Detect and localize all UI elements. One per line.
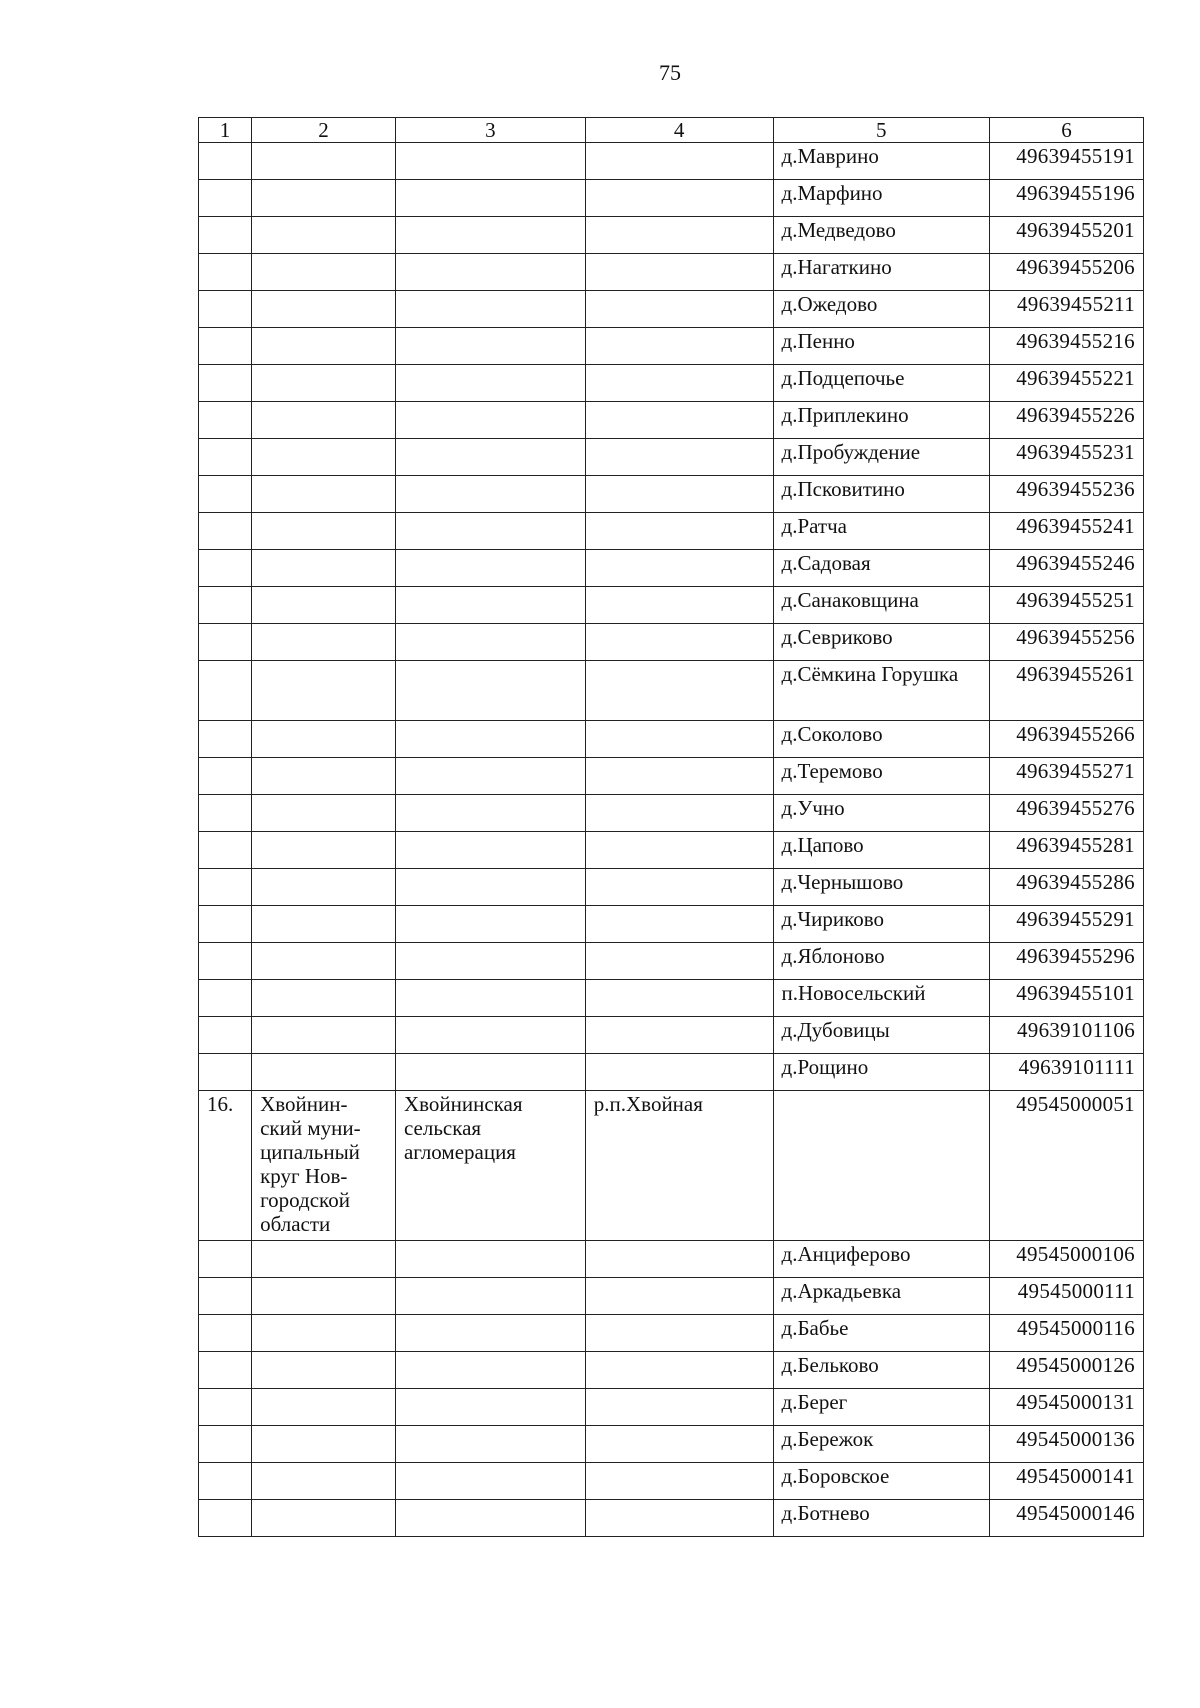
- table-row: [199, 624, 1144, 661]
- settlement-cell: д.Ратча: [773, 513, 989, 550]
- settlement-cell: д.Маврино: [773, 143, 989, 180]
- empty-cell: [252, 1426, 396, 1463]
- empty-cell: [585, 476, 773, 513]
- settlement-cell: д.Чернышово: [773, 869, 989, 906]
- settlement-cell: д.Подцепочье: [773, 365, 989, 402]
- empty-cell: [252, 795, 396, 832]
- empty-cell: [395, 795, 585, 832]
- settlement-cell: д.Бережок: [773, 1426, 989, 1463]
- empty-cell: [252, 624, 396, 661]
- empty-cell: [199, 1017, 252, 1054]
- settlements-table: [198, 117, 1144, 1537]
- empty-cell: [199, 513, 252, 550]
- oktmo-code-cell: 49639455196: [989, 180, 1143, 217]
- settlement-cell: д.Соколово: [773, 721, 989, 758]
- empty-cell: [395, 1463, 585, 1500]
- text-line: области: [260, 1212, 331, 1236]
- empty-cell: [395, 143, 585, 180]
- empty-cell: [395, 869, 585, 906]
- empty-cell: [585, 513, 773, 550]
- empty-cell: [199, 795, 252, 832]
- oktmo-code-cell: 49545000146: [989, 1500, 1143, 1537]
- empty-cell: [395, 254, 585, 291]
- empty-cell: [199, 624, 252, 661]
- empty-cell: [252, 943, 396, 980]
- settlement-cell: д.Бабье: [773, 1315, 989, 1352]
- empty-cell: [585, 943, 773, 980]
- empty-cell: [252, 328, 396, 365]
- table-body-part-a: [199, 143, 1144, 1091]
- empty-cell: [199, 550, 252, 587]
- agglomeration-name: [395, 1091, 585, 1241]
- empty-cell: [585, 1500, 773, 1537]
- empty-cell: [252, 476, 396, 513]
- empty-cell: [252, 402, 396, 439]
- table-row: [199, 143, 1144, 180]
- header-row: [199, 118, 1144, 143]
- municipality-name: [252, 1091, 396, 1241]
- table-row: [199, 1352, 1144, 1389]
- empty-cell: [199, 180, 252, 217]
- empty-cell: [585, 1017, 773, 1054]
- column-header: 2: [252, 118, 396, 143]
- empty-cell: [585, 661, 773, 721]
- table-row: [199, 365, 1144, 402]
- oktmo-code-cell: 49545000126: [989, 1352, 1143, 1389]
- oktmo-code-cell: 49639455201: [989, 217, 1143, 254]
- settlement-cell: д.Цапово: [773, 832, 989, 869]
- settlement-cell: д.Теремово: [773, 758, 989, 795]
- empty-cell: [585, 758, 773, 795]
- table-body-part-b: [199, 1241, 1144, 1537]
- column-header: 6: [989, 118, 1143, 143]
- empty-cell: [585, 1389, 773, 1426]
- empty-cell: [199, 832, 252, 869]
- empty-cell: [395, 1315, 585, 1352]
- empty-cell: [395, 721, 585, 758]
- settlement-cell: д.Медведово: [773, 217, 989, 254]
- oktmo-code-cell: 49639455241: [989, 513, 1143, 550]
- settlement-cell: д.Сёмкина Горушка: [773, 661, 989, 721]
- text-line: Хвойнин-: [260, 1092, 348, 1116]
- empty-cell: [252, 439, 396, 476]
- empty-cell: [199, 1352, 252, 1389]
- empty-cell: [585, 906, 773, 943]
- empty-cell: [252, 513, 396, 550]
- text-line: ский муни-: [260, 1116, 361, 1140]
- empty-cell: [395, 624, 585, 661]
- oktmo-code-cell: 49545000051: [989, 1091, 1143, 1241]
- settlement-cell: д.Пробуждение: [773, 439, 989, 476]
- table-row: [199, 943, 1144, 980]
- empty-cell: [585, 402, 773, 439]
- empty-cell: [395, 1054, 585, 1091]
- empty-cell: [585, 365, 773, 402]
- empty-cell: [585, 291, 773, 328]
- empty-cell: [585, 721, 773, 758]
- empty-cell: [585, 217, 773, 254]
- text-line: Хвойнинская: [403, 1092, 523, 1116]
- empty-cell: [395, 943, 585, 980]
- settlement-cell: д.Марфино: [773, 180, 989, 217]
- oktmo-code-cell: 49545000111: [989, 1278, 1143, 1315]
- oktmo-code-cell: 49639455211: [989, 291, 1143, 328]
- empty-cell: [395, 328, 585, 365]
- column-header: 1: [199, 118, 252, 143]
- table-row: [199, 795, 1144, 832]
- settlement-cell: д.Бельково: [773, 1352, 989, 1389]
- empty-cell: [395, 402, 585, 439]
- empty-cell: [199, 869, 252, 906]
- empty-cell: [395, 1241, 585, 1278]
- settlement-cell: [773, 1091, 989, 1241]
- center-settlement: р.п.Хвойная: [585, 1091, 773, 1241]
- oktmo-code-cell: 49639455236: [989, 476, 1143, 513]
- table-row: [199, 439, 1144, 476]
- empty-cell: [585, 980, 773, 1017]
- oktmo-code-cell: 49639455101: [989, 980, 1143, 1017]
- oktmo-code-cell: 49639455221: [989, 365, 1143, 402]
- empty-cell: [395, 661, 585, 721]
- empty-cell: [395, 291, 585, 328]
- settlement-cell: д.Рощино: [773, 1054, 989, 1091]
- table-row: [199, 1463, 1144, 1500]
- entry-number: 16.: [199, 1091, 252, 1241]
- table-row: [199, 906, 1144, 943]
- empty-cell: [252, 143, 396, 180]
- empty-cell: [199, 1054, 252, 1091]
- table-row: [199, 254, 1144, 291]
- table-row: [199, 476, 1144, 513]
- empty-cell: [585, 143, 773, 180]
- oktmo-code-cell: 49639455291: [989, 906, 1143, 943]
- empty-cell: [585, 550, 773, 587]
- table-row: [199, 328, 1144, 365]
- empty-cell: [395, 587, 585, 624]
- empty-cell: [199, 721, 252, 758]
- page-number: 75: [659, 60, 681, 85]
- empty-cell: [395, 180, 585, 217]
- empty-cell: [395, 758, 585, 795]
- empty-cell: [395, 906, 585, 943]
- empty-cell: [585, 1241, 773, 1278]
- empty-cell: [252, 180, 396, 217]
- entry-16: [199, 1091, 1144, 1241]
- empty-cell: [585, 869, 773, 906]
- settlement-cell: д.Боровское: [773, 1463, 989, 1500]
- empty-cell: [395, 1389, 585, 1426]
- empty-cell: [395, 1352, 585, 1389]
- settlement-cell: д.Приплекино: [773, 402, 989, 439]
- empty-cell: [252, 758, 396, 795]
- settlement-cell: д.Санаковщина: [773, 587, 989, 624]
- empty-cell: [252, 1054, 396, 1091]
- table-row: [199, 721, 1144, 758]
- empty-cell: [199, 291, 252, 328]
- empty-cell: [395, 550, 585, 587]
- settlement-cell: д.Садовая: [773, 550, 989, 587]
- table-row: [199, 832, 1144, 869]
- table-row: [199, 550, 1144, 587]
- empty-cell: [395, 1017, 585, 1054]
- empty-cell: [252, 869, 396, 906]
- oktmo-code-cell: 49639455256: [989, 624, 1143, 661]
- empty-cell: [252, 587, 396, 624]
- oktmo-code-cell: 49545000116: [989, 1315, 1143, 1352]
- oktmo-code-cell: 49545000136: [989, 1426, 1143, 1463]
- empty-cell: [199, 1426, 252, 1463]
- empty-cell: [585, 624, 773, 661]
- empty-cell: [585, 439, 773, 476]
- settlement-cell: д.Учно: [773, 795, 989, 832]
- oktmo-code-cell: 49639455216: [989, 328, 1143, 365]
- empty-cell: [585, 254, 773, 291]
- table-row: [199, 869, 1144, 906]
- empty-cell: [199, 1389, 252, 1426]
- empty-cell: [585, 1278, 773, 1315]
- oktmo-code-cell: 49639455231: [989, 439, 1143, 476]
- table-row: [199, 291, 1144, 328]
- empty-cell: [585, 1463, 773, 1500]
- settlement-cell: п.Новосельский: [773, 980, 989, 1017]
- empty-cell: [199, 402, 252, 439]
- empty-cell: [585, 1352, 773, 1389]
- table-row: [199, 587, 1144, 624]
- column-header: 3: [395, 118, 585, 143]
- oktmo-code-cell: 49639455206: [989, 254, 1143, 291]
- empty-cell: [199, 980, 252, 1017]
- table-row: [199, 217, 1144, 254]
- empty-cell: [199, 365, 252, 402]
- empty-cell: [252, 217, 396, 254]
- oktmo-code-cell: 49639455276: [989, 795, 1143, 832]
- empty-cell: [395, 513, 585, 550]
- empty-cell: [199, 439, 252, 476]
- empty-cell: [395, 365, 585, 402]
- empty-cell: [585, 587, 773, 624]
- empty-cell: [199, 217, 252, 254]
- empty-cell: [395, 1426, 585, 1463]
- table-row: [199, 513, 1144, 550]
- empty-cell: [585, 180, 773, 217]
- empty-cell: [252, 906, 396, 943]
- oktmo-code-cell: 49639455271: [989, 758, 1143, 795]
- empty-cell: [199, 328, 252, 365]
- empty-cell: [395, 1278, 585, 1315]
- table-row: [199, 402, 1144, 439]
- table-row: [199, 1389, 1144, 1426]
- oktmo-code-cell: 49639455266: [989, 721, 1143, 758]
- empty-cell: [252, 254, 396, 291]
- settlement-cell: д.Анциферово: [773, 1241, 989, 1278]
- table-row: [199, 180, 1144, 217]
- empty-cell: [199, 1463, 252, 1500]
- table-row: [199, 1426, 1144, 1463]
- empty-cell: [199, 587, 252, 624]
- table-row: [199, 1315, 1144, 1352]
- empty-cell: [252, 550, 396, 587]
- text-line: сельская: [403, 1116, 482, 1140]
- empty-cell: [252, 1017, 396, 1054]
- empty-cell: [252, 661, 396, 721]
- text-line: городской: [260, 1188, 350, 1212]
- settlement-cell: д.Аркадьевка: [773, 1278, 989, 1315]
- text-line: агломерация: [403, 1140, 516, 1164]
- empty-cell: [252, 1500, 396, 1537]
- empty-cell: [252, 1389, 396, 1426]
- table-row: [199, 1241, 1144, 1278]
- settlement-cell: д.Дубовицы: [773, 1017, 989, 1054]
- text-line: ципальный: [260, 1140, 360, 1164]
- empty-cell: [199, 1278, 252, 1315]
- oktmo-code-cell: 49639455226: [989, 402, 1143, 439]
- empty-cell: [252, 980, 396, 1017]
- empty-cell: [252, 832, 396, 869]
- empty-cell: [252, 365, 396, 402]
- empty-cell: [585, 1426, 773, 1463]
- empty-cell: [585, 328, 773, 365]
- oktmo-code-cell: 49545000141: [989, 1463, 1143, 1500]
- settlement-cell: д.Чириково: [773, 906, 989, 943]
- empty-cell: [585, 795, 773, 832]
- settlement-cell: д.Пенно: [773, 328, 989, 365]
- settlement-cell: д.Ботнево: [773, 1500, 989, 1537]
- table-row: [199, 1278, 1144, 1315]
- empty-cell: [199, 758, 252, 795]
- empty-cell: [199, 143, 252, 180]
- settlement-cell: д.Псковитино: [773, 476, 989, 513]
- table-row: [199, 1017, 1144, 1054]
- empty-cell: [252, 1352, 396, 1389]
- empty-cell: [395, 1500, 585, 1537]
- empty-cell: [252, 1463, 396, 1500]
- empty-cell: [395, 439, 585, 476]
- empty-cell: [199, 943, 252, 980]
- table-row: [199, 1500, 1144, 1537]
- empty-cell: [199, 661, 252, 721]
- empty-cell: [199, 1315, 252, 1352]
- empty-cell: [585, 1054, 773, 1091]
- oktmo-code-cell: 49639455246: [989, 550, 1143, 587]
- settlement-cell: д.Яблоново: [773, 943, 989, 980]
- empty-cell: [395, 476, 585, 513]
- empty-cell: [585, 832, 773, 869]
- oktmo-code-cell: 49639455191: [989, 143, 1143, 180]
- settlement-cell: д.Севриково: [773, 624, 989, 661]
- oktmo-code-cell: 49639101106: [989, 1017, 1143, 1054]
- oktmo-code-cell: 49639455251: [989, 587, 1143, 624]
- oktmo-code-cell: 49639455286: [989, 869, 1143, 906]
- empty-cell: [199, 476, 252, 513]
- empty-cell: [199, 906, 252, 943]
- text-line: круг Нов-: [260, 1164, 348, 1188]
- table-row: [199, 758, 1144, 795]
- empty-cell: [199, 254, 252, 291]
- empty-cell: [585, 1315, 773, 1352]
- empty-cell: [252, 291, 396, 328]
- empty-cell: [395, 832, 585, 869]
- empty-cell: [395, 980, 585, 1017]
- settlement-cell: д.Нагаткино: [773, 254, 989, 291]
- table-row: [199, 661, 1144, 721]
- table-row: [199, 1054, 1144, 1091]
- empty-cell: [395, 217, 585, 254]
- empty-cell: [199, 1500, 252, 1537]
- oktmo-code-cell: 49545000106: [989, 1241, 1143, 1278]
- settlement-cell: д.Берег: [773, 1389, 989, 1426]
- column-header: 5: [773, 118, 989, 143]
- empty-cell: [252, 1315, 396, 1352]
- empty-cell: [252, 1278, 396, 1315]
- oktmo-code-cell: 49639455296: [989, 943, 1143, 980]
- oktmo-code-cell: 49639101111: [989, 1054, 1143, 1091]
- column-header: 4: [585, 118, 773, 143]
- empty-cell: [252, 1241, 396, 1278]
- table-row: [199, 980, 1144, 1017]
- settlement-cell: д.Ожедово: [773, 291, 989, 328]
- empty-cell: [199, 1241, 252, 1278]
- table-row-entry-16: [199, 1091, 1144, 1241]
- oktmo-code-cell: 49639455261: [989, 661, 1143, 721]
- oktmo-code-cell: 49545000131: [989, 1389, 1143, 1426]
- oktmo-code-cell: 49639455281: [989, 832, 1143, 869]
- empty-cell: [252, 721, 396, 758]
